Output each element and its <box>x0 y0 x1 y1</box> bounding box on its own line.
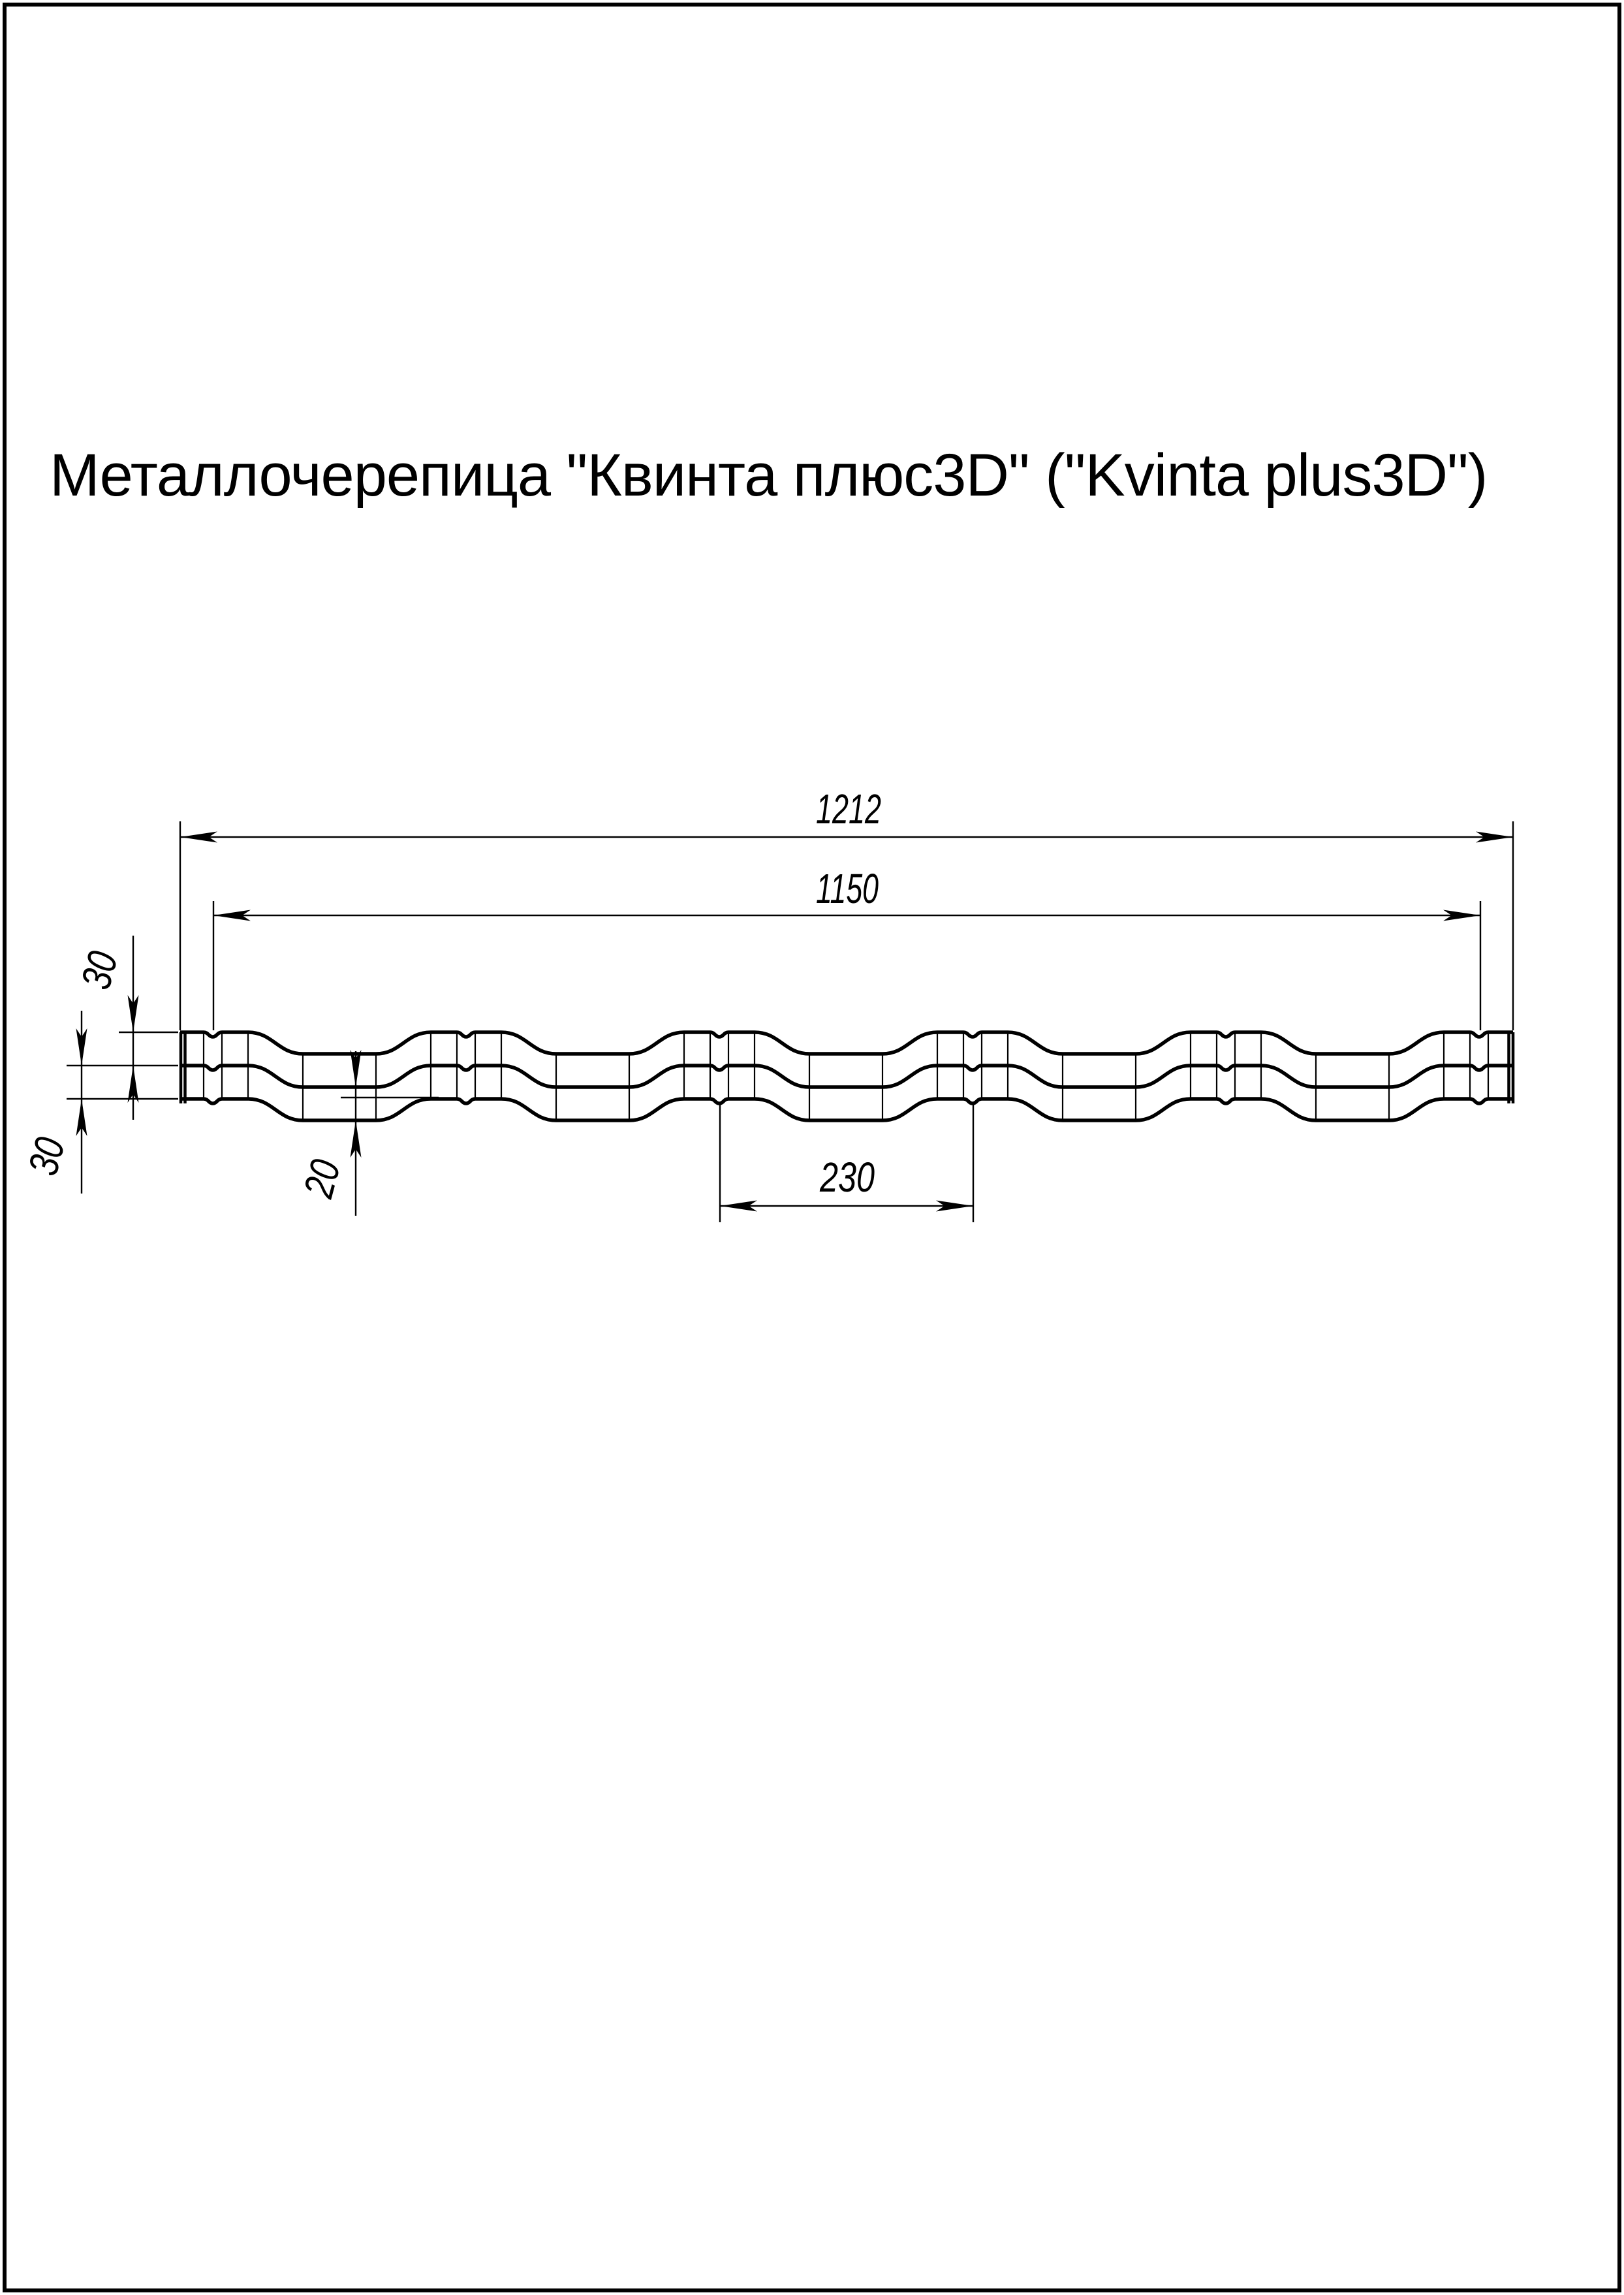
dimension-arrows <box>76 832 1514 1212</box>
dim-value-wave-pitch: 230 <box>819 1154 875 1201</box>
dim-value-working-width: 1150 <box>816 865 879 912</box>
sheet-edge-lines <box>181 1032 1513 1103</box>
dim-value-step-lower: 30 <box>19 1122 77 1180</box>
dim-value-overall-width: 1212 <box>816 785 881 832</box>
bend-lines <box>204 1032 1488 1121</box>
dim-value-step-upper: 30 <box>72 936 130 994</box>
dimension-lines <box>67 821 1513 1222</box>
drawing-title: Металлочерепица "Квинта плюс3D" ("Kvinta plus3D") <box>50 442 1488 509</box>
dim-value-wave-height: 20 <box>294 1145 352 1203</box>
profile-outline <box>180 1032 1513 1120</box>
